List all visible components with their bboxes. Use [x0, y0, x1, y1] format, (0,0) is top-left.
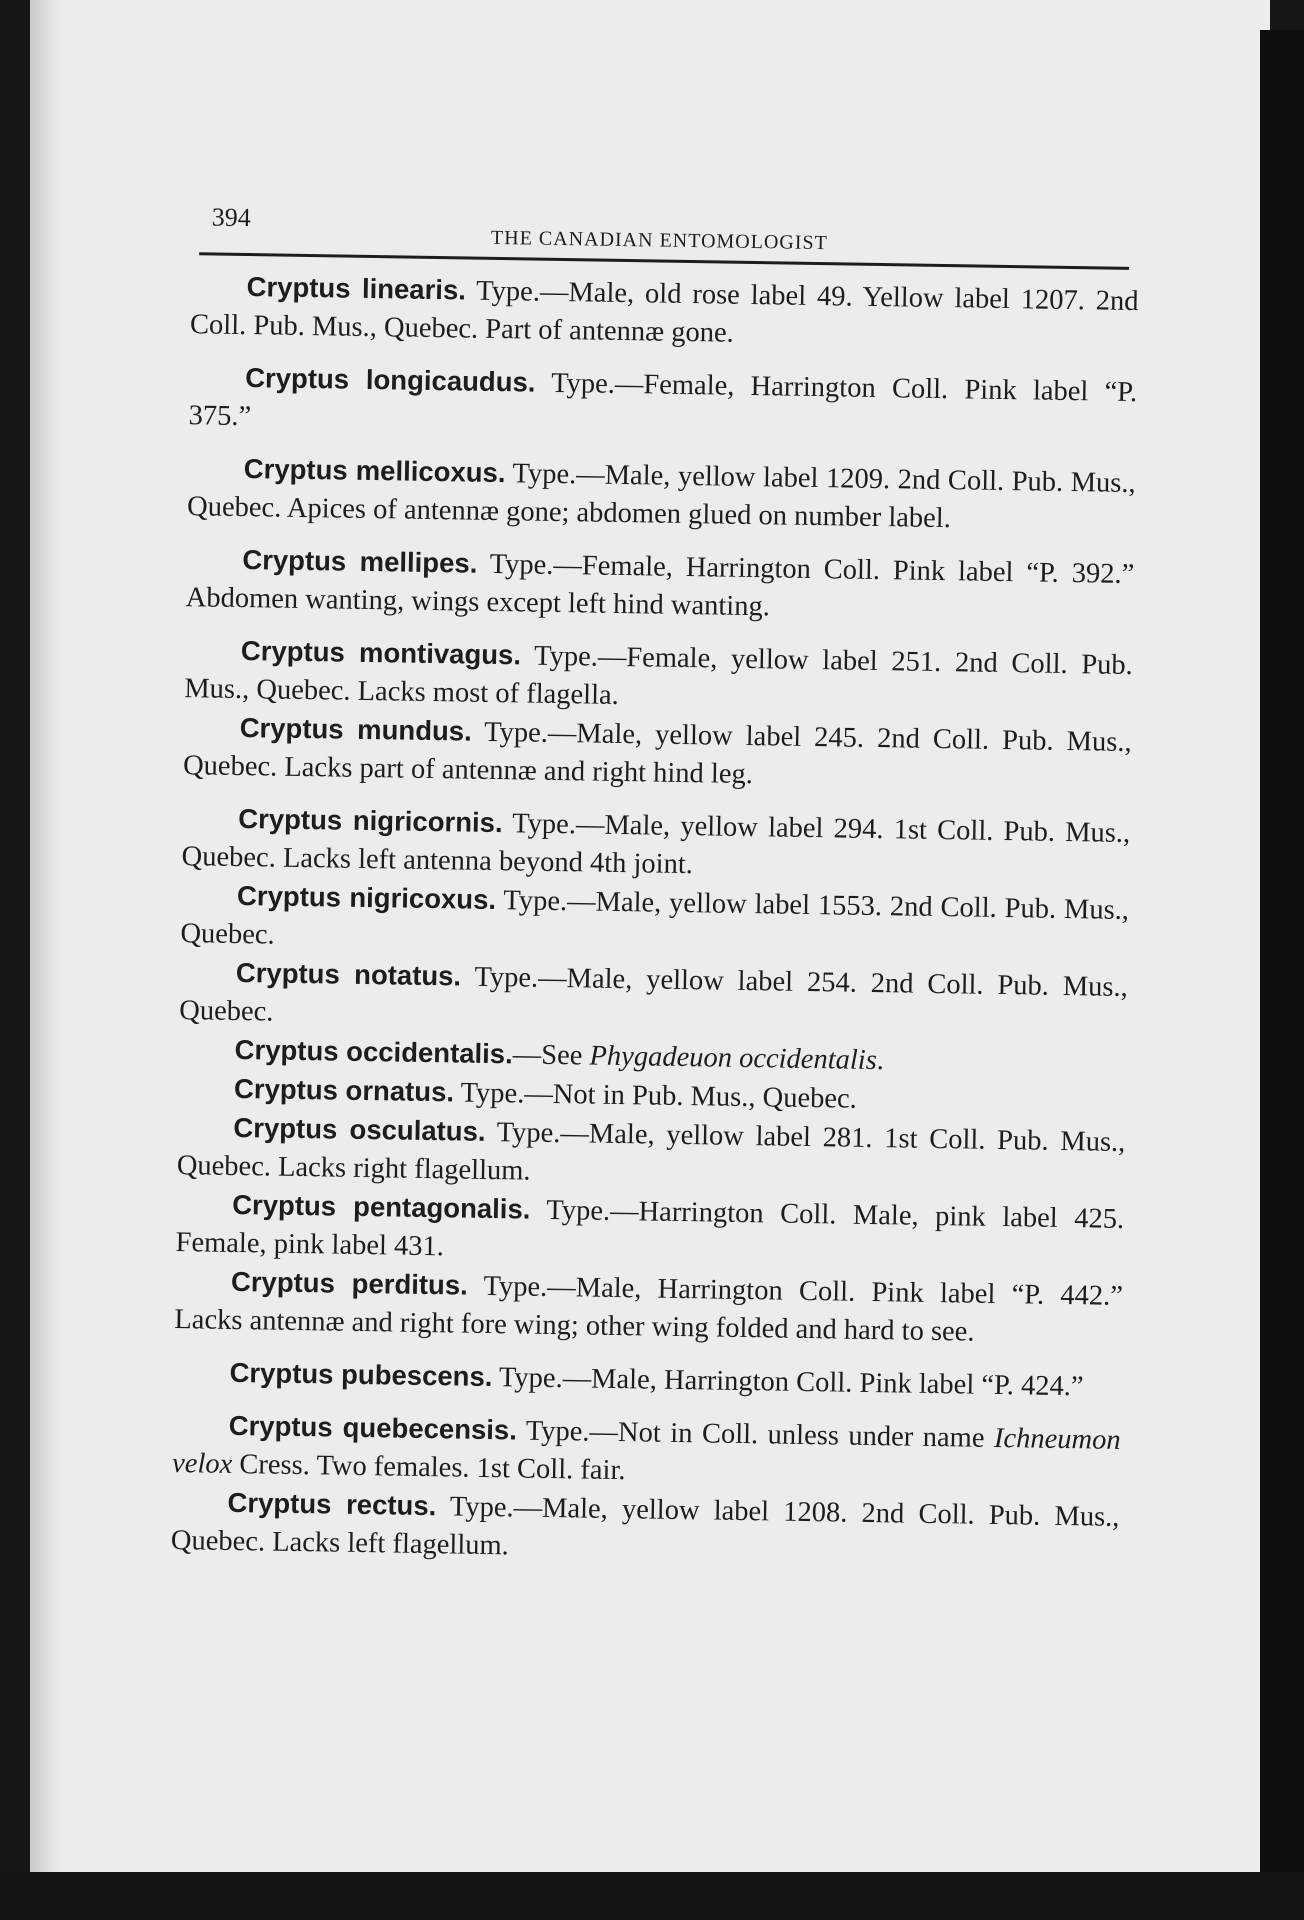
entry-text: Type.—Male, yellow label 1209. 2nd Coll. Pub. Mus., Quebec. Apices of antennæ gone; abdomen glued on number label. — [186, 458, 1136, 535]
species-name: Cryptus pubescens. — [229, 1356, 493, 1393]
entry-italic: Ichneumon velox — [171, 1422, 1121, 1480]
entry — [176, 358, 1137, 450]
species-name: Cryptus occidentalis. — [234, 1033, 514, 1070]
entry-list — [159, 267, 1139, 1575]
entry — [165, 1108, 1126, 1200]
entry — [173, 540, 1134, 632]
entry-text: Type.—Male, Harrington Coll. Pink label “P. 442.” Lacks antennæ and right fore wing; other wing folded and hard to see. — [174, 1270, 1124, 1348]
entry-text: Type.—Harrington Coll. Male, pink label 425. Female, pink label 431. — [175, 1194, 1125, 1263]
entry-text: Type.—Female, yellow label 251. 2nd Coll. Pub. Mus., Quebec. Lacks most of flagella. — [184, 640, 1134, 711]
entry — [171, 708, 1132, 800]
entry-text: Type.—Male, yellow label 281. 1st Coll. Pub. Mus., Quebec. Lacks right flagellum. — [176, 1116, 1126, 1187]
entry-text: Type.—Male, Harrington Coll. Pink label “P. 424.” — [492, 1362, 1084, 1403]
entry-text: Type.—Male, yellow label 294. 1st Coll. Pub. Mus., Quebec. Lacks left antenna beyond 4th joint. — [181, 808, 1131, 881]
entry — [162, 1262, 1123, 1354]
species-name: Cryptus ornatus. — [233, 1072, 455, 1108]
species-name: Cryptus nigricoxus. — [236, 879, 497, 916]
entry-text: Type.—Female, Harrington Coll. Pink label “P. 375.” — [188, 367, 1138, 433]
running-title: THE CANADIAN ENTOMOLOGIST — [490, 226, 828, 255]
dark-page-edge — [1260, 30, 1304, 1920]
entry-text: Type.—Female, Harrington Coll. Pink label “P. 392.” Abdomen wanting, wings except left hind wanting. — [185, 548, 1135, 623]
entry-text-end: . — [876, 1045, 885, 1077]
page-content — [159, 200, 1140, 1575]
entry-text: Type.—Male, yellow label 245. 2nd Coll. Pub. Mus., Quebec. Lacks part of antennæ and right hind leg. — [182, 716, 1132, 791]
species-name: Cryptus mellipes. — [242, 544, 478, 579]
entry — [161, 1353, 1121, 1407]
entry-text: Type.—Male, yellow label 254. 2nd Coll. Pub. Mus., Quebec. — [179, 961, 1129, 1028]
species-name: Cryptus longicaudus. — [244, 362, 536, 398]
species-name: Cryptus nigricornis. — [238, 802, 503, 839]
species-name: Cryptus rectus. — [227, 1486, 437, 1522]
entry — [169, 799, 1130, 891]
entry-text: Type.—Not in Pub. Mus., Quebec. — [453, 1077, 858, 1115]
entry-text: Type.—Not in Coll. unless under name — [516, 1415, 995, 1454]
species-name: Cryptus pentagonalis. — [231, 1188, 531, 1225]
species-name: Cryptus notatus. — [235, 956, 462, 992]
species-name: Cryptus perditus. — [230, 1265, 469, 1301]
entry — [178, 267, 1139, 359]
entry-text-end: Cress. Two females. 1st Coll. fair. — [232, 1448, 626, 1487]
entry-text: Type.—Male, yellow label 1553. 2nd Coll. Pub. Mus., Quebec. — [180, 885, 1130, 951]
page-number: 394 — [211, 202, 251, 233]
binding-gutter — [30, 0, 64, 1905]
species-name: Cryptus linearis. — [246, 271, 467, 306]
species-name: Cryptus mellicoxus. — [243, 453, 506, 489]
entry-text: Type.—Male, old rose label 49. Yellow label 1207. 2nd Coll. Pub. Mus., Quebec. Part of antennæ gone. — [189, 275, 1139, 349]
species-name: Cryptus osculatus. — [233, 1111, 486, 1147]
scan-border — [0, 1872, 1304, 1920]
entry — [167, 953, 1128, 1045]
entry-italic: Phygadeuon occidentalis — [589, 1040, 878, 1077]
species-name: Cryptus mundus. — [239, 712, 472, 747]
entry — [159, 1483, 1120, 1575]
species-name: Cryptus montivagus. — [240, 635, 522, 671]
entry — [175, 449, 1136, 541]
entry-text: —See — [512, 1039, 590, 1072]
species-name: Cryptus quebecensis. — [228, 1409, 518, 1446]
entry-text: Type.—Male, yellow label 1208. 2nd Coll. Pub. Mus., Quebec. Lacks left flagellum. — [170, 1491, 1120, 1562]
entry — [163, 1185, 1124, 1277]
